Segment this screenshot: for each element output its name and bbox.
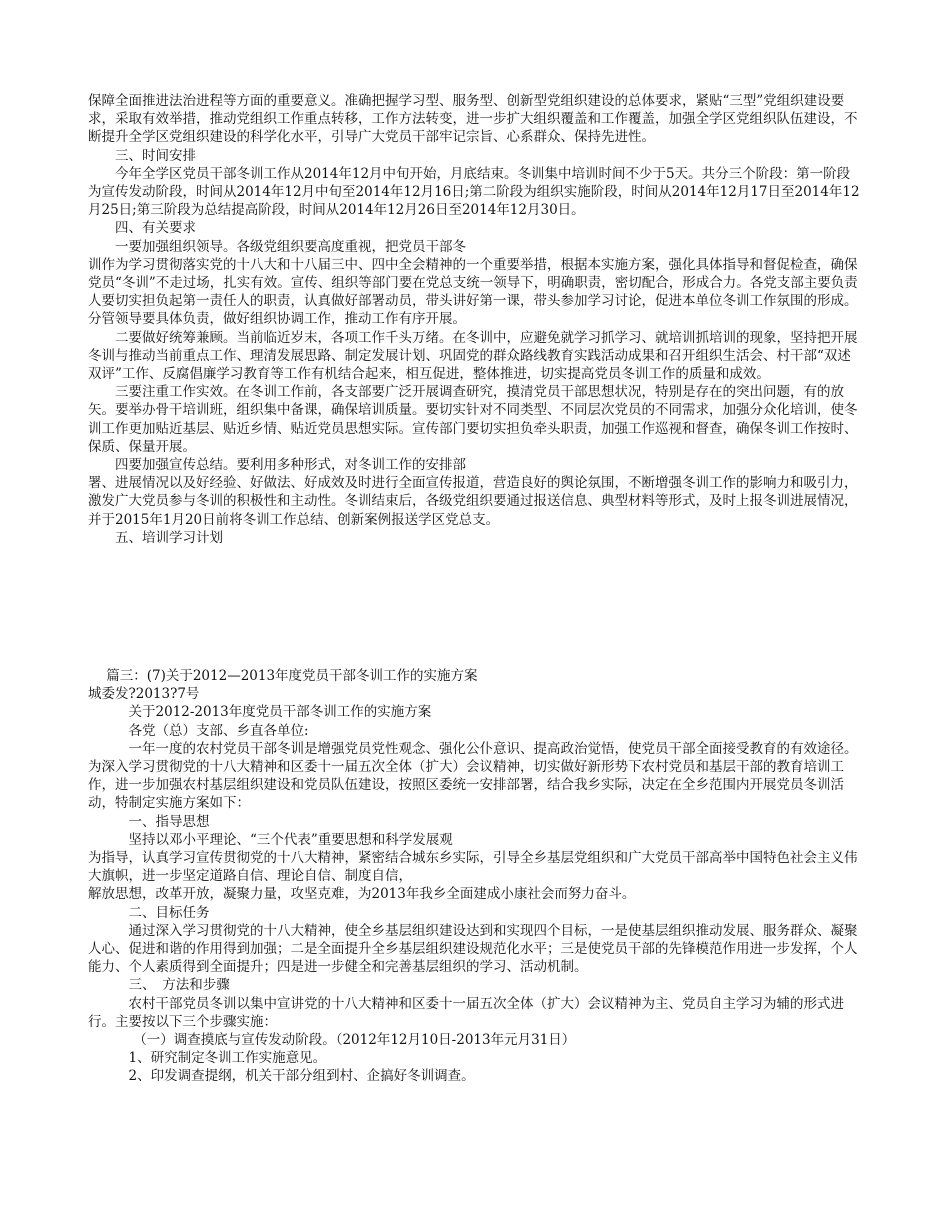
time-schedule-paragraph: 今年全学区党员干部冬训工作从2014年12月中旬开始，月底结束。冬训集中培训时间不少于5天。共分三个阶段：第一阶段为宣传发动阶段，时间从2014年12月中旬至2014年12月16日;第二阶段为组织实施阶段，时间从2014年12月17日至2014年12月25日;第三阶段为总结提高阶段，时间从2014年12月26日至2014年12月30日。 (88, 165, 860, 219)
methods-paragraph: 农村干部党员冬训以集中宣讲党的十八大精神和区委十一届五次全体（扩大）会议精神为主、党员自主学习为辅的形式进行。主要按以下三个步骤实施： (88, 995, 844, 1030)
intro-paragraph: 一年一度的农村党员干部冬训是增强党员党性观念、强化公仆意识、提高政治觉悟，使党员干部全面接受教育的有效途径。为深入学习贯彻党的十八大精神和区委十一届五次全体（扩大）会议精神，切实做好新形势下农村党员和基层干部的教育培训工作，进一步加强农村基层组织建设和党员队伍建设，按照区委统一安排部署，结合我乡实际，决定在全乡范围内开展党员冬训活动，特制定实施方案如下： (88, 740, 858, 812)
document-number: 城委发?2013?7号 (88, 686, 200, 703)
goals-paragraph: 通过深入学习贯彻党的十八大精神，使全乡基层组织建设达到和实现四个目标，一是使基层组织推动发展、服务群众、凝聚人心、促进和谐的作用得到加强；二是全面提升全乡基层组织建设规范化水平；三是使党员干部的先锋模范作用进一步发挥，个人能力、个人素质得到全面提升；四是进一步健全和完善基层组织的学习、活动机制。 (88, 922, 858, 976)
requirement-1-body: 训作为学习贯彻落实党的十八大和十八届三中、四中全会精神的一个重要举措，根据本实施方案，强化具体指导和督促检查，确保党员“冬训”不走过场，扎实有效。宣传、组织等部门要在党总支统一领导下，明确职责，密切配合，形成合力。各党支部主要负责人要切实担负起第一责任人的职责，认真做好部署动员，带头讲好第一课，带头参加学习讨论，促进本单位冬训工作氛围的形成。分管领导要具体负责，做好组织协调工作，推动工作有序开展。 (88, 256, 858, 328)
addressee: 各党（总）支部、乡直各单位: (128, 722, 309, 739)
requirement-1-first-line: 一要加强组织领导。各级党组织要高度重视，把党员干部冬 (115, 238, 466, 255)
guiding-ideology-body: 为指导，认真学习宣传贯彻党的十八大精神，紧密结合城东乡实际，引导全乡基层党组织和广大党员干部高举中国特色社会主义伟大旗帜，进一步坚定道路自信、理论自信、制度自信， (88, 850, 858, 885)
requirement-4-first-line: 四要加强宣传总结。要利用多种形式，对冬训工作的安排部 (115, 457, 466, 474)
requirement-2: 二要做好统筹兼顾。当前临近岁末，各项工作千头万绪。在冬训中，应避免就学习抓学习、就培训抓培训的现象，坚持把开展冬训与推动当前重点工作、理清发展思路、制定发展计划、巩固党的群众路线教育实践活动成果和召开组织生活会、村干部“双述双评”工作、反腐倡廉学习教育等工作有机结合起来，相互促进，整体推进，切实提高党员冬训工作的质量和成效。 (88, 329, 858, 383)
guiding-ideology-first-line: 坚持以邓小平理论、“三个代表”重要思想和科学发展观 (128, 831, 453, 848)
requirement-3: 三要注重工作实效。在冬训工作前，各支部要广泛开展调查研究，摸清党员干部思想状况，特别是存在的突出问题，有的放矢。要举办骨干培训班，组织集中备课，确保培训质量。要切实针对不同类型、不同层次党员的不同需求，加强分众化培训，使冬训工作更加贴近基层、贴近乡情、贴近党员思想实际。宣传部门要切实担负牵头职责，加强工作巡视和督查，确保冬训工作按时、保质、保量开展。 (88, 384, 858, 455)
heading-methods: 三、 方法和步骤 (128, 977, 230, 994)
step-1-item-2: 2、印发调查提纲，机关干部分组到村、企搞好冬训调查。 (128, 1068, 475, 1085)
step-1-heading: （一）调查摸底与宣传发动阶段。（2012年12月10日-2013年元月31日） (133, 1032, 576, 1049)
heading-goals: 二、目标任务 (128, 904, 210, 921)
heading-training-plan: 五、培训学习计划 (115, 529, 223, 546)
document-title: 关于2012-2013年度党员干部冬训工作的实施方案 (128, 704, 432, 721)
section-a-intro: 保障全面推进法治进程等方面的重要意义。准确把握学习型、服务型、创新型党组织建设的总体要求，紧贴“三型”党组织建设要求，采取有效举措，推动党组织工作重点转移，工作方法转变，进一步扩大组织覆盖和工作覆盖，加强全学区党组织队伍建设，不断提升全学区党组织建设的科学化水平，引导广大党员干部牢记宗旨、心系群众、保持先进性。 (88, 93, 858, 146)
section-b-block (88, 667, 860, 1086)
heading-guiding-ideology: 一、指导思想 (128, 813, 210, 830)
heading-time-schedule: 三、时间安排 (115, 147, 196, 164)
guiding-ideology-ending: 解放思想，改革开放，凝聚力量，攻坚克难，为2013年我乡全面建成小康社会而努力奋斗。 (88, 886, 636, 903)
requirement-4-body: 署、进展情况以及好经验、好做法、好成效及时进行全面宣传报道，营造良好的舆论氛围，不断增强冬训工作的影响力和吸引力，激发广大党员参与冬训的积极性和主动性。冬训结束后，各级党组织要通过报送信息、典型材料等形式，及时上报冬训进展情况，并于2015年1月20日前将冬训工作总结、创新案例报送学区党总支。 (88, 475, 858, 528)
heading-requirements: 四、有关要求 (115, 220, 196, 237)
step-1-item-1: 1、研究制定冬训工作实施意见。 (128, 1050, 327, 1067)
section-b-heading: 篇三：(7)关于2012—2013年度党员干部冬训工作的实施方案 (106, 668, 478, 684)
section-a-intro-block (88, 92, 860, 547)
